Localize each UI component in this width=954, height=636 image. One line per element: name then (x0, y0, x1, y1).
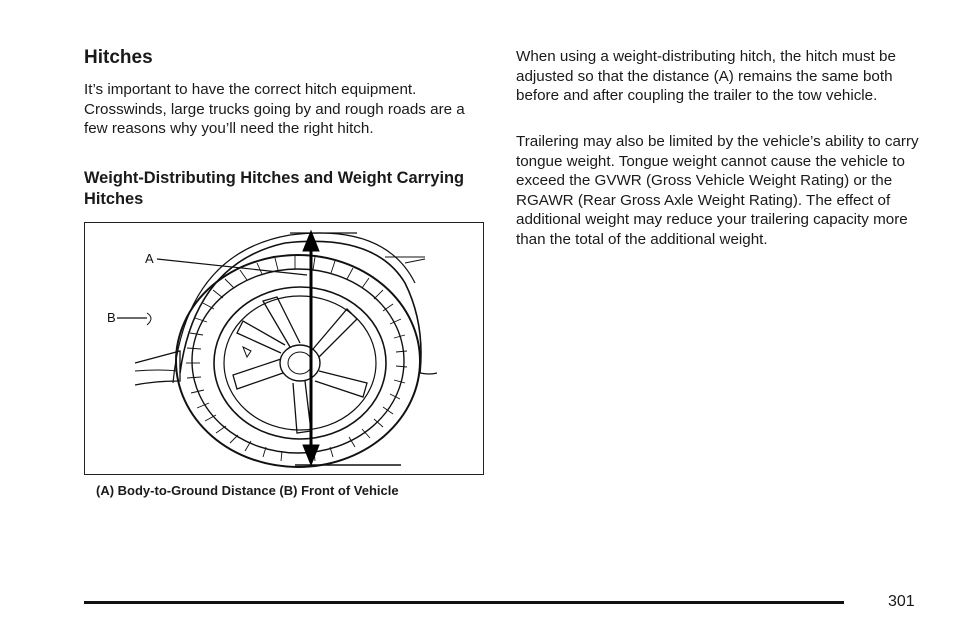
page-number: 301 (888, 593, 915, 610)
footer-rule (84, 601, 844, 604)
figure-caption: (A) Body-to-Ground Distance (B) Front of Vehicle (96, 483, 399, 498)
hitch-figure (84, 222, 484, 475)
label-a: A (145, 251, 154, 266)
paragraph-tongue-weight: Trailering may also be limited by the vehicle’s ability to carry tongue weight. Tongue weight cannot cause the vehicle to exceed the GVWR (Gross Vehicle Weight Rating) or the RGAWR (Rear Gross Axle Weight Rating). The effect of additional weight may reduce your trailering capacity more than the total of the additional weight. (516, 133, 919, 248)
wheel-illustration (85, 223, 484, 475)
label-b: B (107, 310, 116, 325)
section-title: Hitches (84, 47, 153, 68)
intro-paragraph: It’s important to have the correct hitch equipment. Crosswinds, large trucks going by and rough roads are a few reasons why you’ll need the right hitch. (84, 81, 465, 138)
paragraph-hitch-adjustment: When using a weight-distributing hitch, the hitch must be adjusted so that the distance (A) remains the same both before and after coupling the trailer to the tow vehicle. (516, 48, 896, 105)
subsection-title: Weight-Distributing Hitches and Weight Carrying Hitches (84, 169, 465, 208)
